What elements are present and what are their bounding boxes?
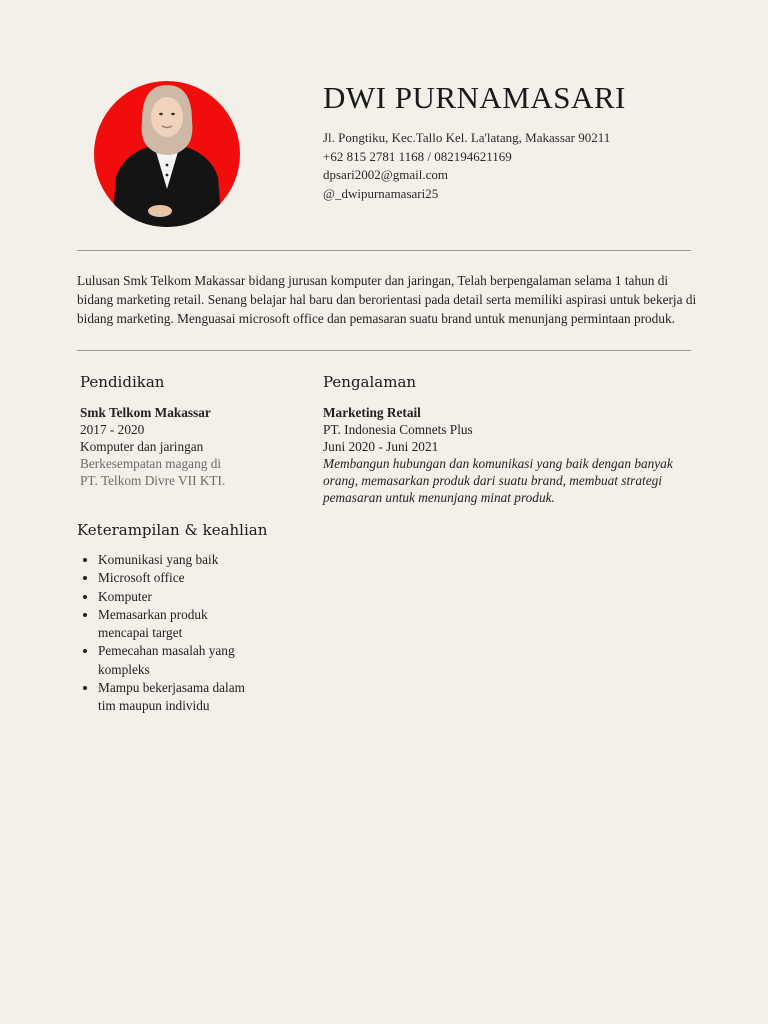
job-role: Marketing Retail: [323, 405, 421, 420]
contact-info: [323, 129, 610, 203]
person-portrait-icon: [94, 81, 240, 227]
school-name: Smk Telkom Makassar: [80, 405, 211, 420]
skills-list: [80, 551, 298, 716]
social-handle-text: @_dwipurnamasari25: [323, 185, 439, 201]
phone-text: +62 815 2781 1168 / 082194621169: [323, 148, 512, 164]
list-item: • Komunikasi yang baik: [98, 551, 298, 569]
divider: [77, 350, 691, 351]
experience-entry: [323, 404, 693, 506]
list-item: • Memasarkan produk mencapai target: [98, 606, 228, 643]
education-major: Komputer dan jaringan: [80, 439, 204, 454]
education-note-line1: Berkesempatan magang di: [80, 456, 222, 471]
list-item: • Komputer: [98, 588, 298, 606]
divider: [77, 250, 691, 251]
email-text: dpsari2002@gmail.com: [323, 167, 448, 182]
profile-summary: Lulusan Smk Telkom Makassar bidang jurusan komputer dan jaringan, Telah berpengalaman selama 1 tahun di bidang marketing retail. Senang belajar hal baru dan berorientasi pada detail serta memiliki aspirasi untuk bekerja di bidang marketing. Menguasai microsoft office dan pemasaran suatu brand untuk menunjang permintaan produk.: [77, 273, 697, 326]
education-heading: Pendidikan: [80, 373, 165, 391]
job-description: Membangun hubungan dan komunikasi yang baik dengan banyak orang, memasarkan produk dari suatu brand, membuat strategi pemasaran untuk menunjang minat produk.: [323, 456, 673, 505]
profile-photo: [94, 81, 240, 227]
education-note-line2: PT. Telkom Divre VII KTI.: [80, 473, 226, 488]
skills-heading: Keterampilan & keahlian: [77, 521, 268, 539]
list-item: • Pemecahan masalah yang kompleks: [98, 642, 253, 679]
list-item: • Mampu bekerjasama dalam tim maupun individu: [98, 679, 263, 716]
education-years: 2017 - 2020: [80, 422, 145, 437]
address-text: Jl. Pongtiku, Kec.Tallo Kel. La'latang, Makassar 90211: [323, 130, 611, 145]
candidate-name: DWI PURNAMASARI: [323, 80, 626, 115]
list-item: • Microsoft office: [98, 569, 298, 587]
job-period: Juni 2020 - Juni 2021: [323, 439, 439, 454]
job-company: PT. Indonesia Comnets Plus: [323, 422, 473, 437]
education-entry: [80, 404, 280, 489]
experience-heading: Pengalaman: [323, 373, 417, 391]
